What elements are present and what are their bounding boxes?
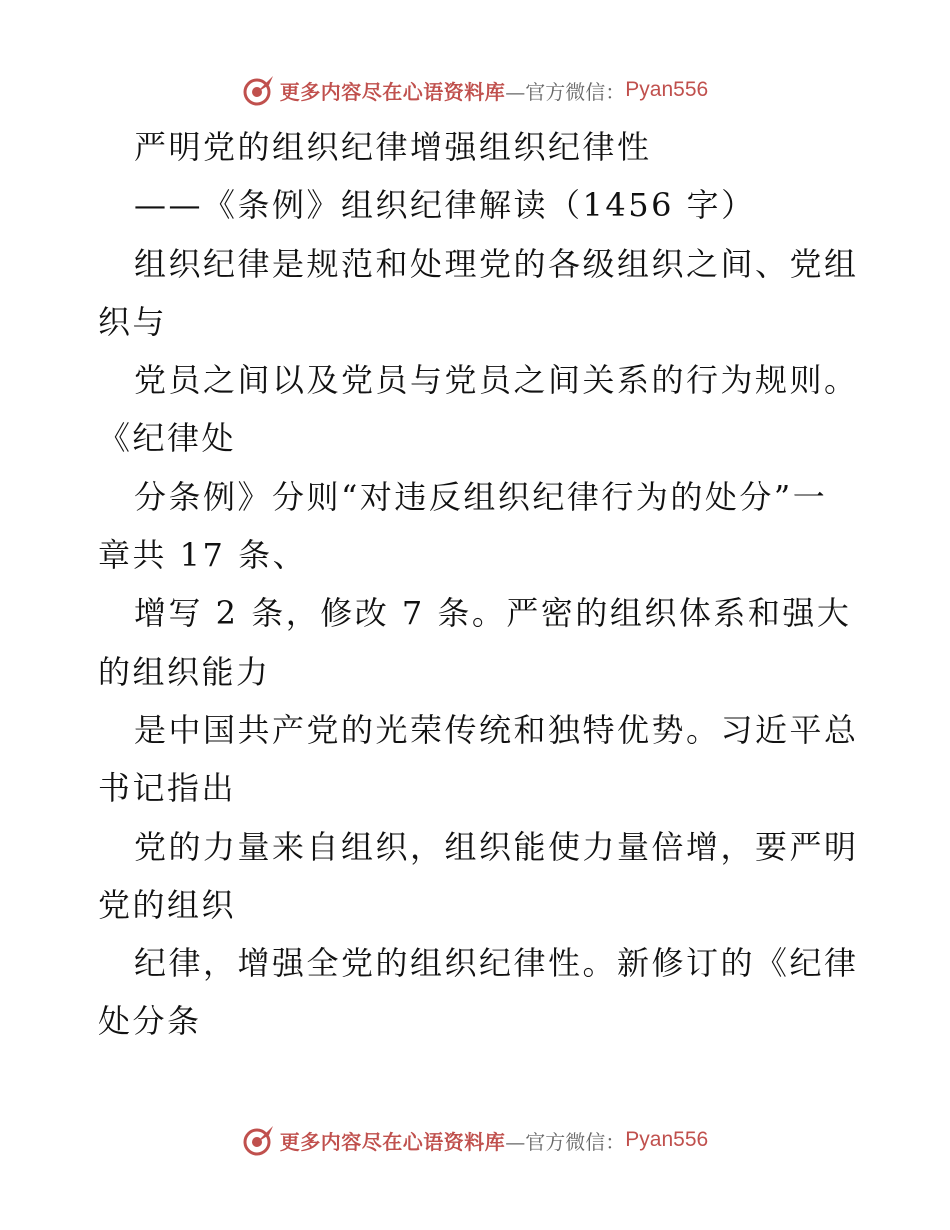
paragraph-line: 《纪律处 bbox=[98, 419, 237, 458]
footer-watermark-handle: Pyan556 bbox=[625, 1128, 709, 1151]
paragraph-line: 处分条 bbox=[98, 1002, 202, 1041]
paragraph-line: 组织纪律是规范和处理党的各级组织之间、党组 bbox=[134, 244, 859, 283]
paragraph-line: 纪律，增强全党的组织纪律性。新修订的《纪律 bbox=[134, 944, 859, 983]
paragraph-line: 书记指出 bbox=[98, 769, 237, 808]
document-body bbox=[98, 118, 859, 1051]
paragraph-line: 的组织能力 bbox=[98, 652, 271, 691]
paragraph-line: 增写 2 条，修改 7 条。严密的组织体系和强大 bbox=[134, 594, 852, 633]
header-watermark-handle: Pyan556 bbox=[625, 78, 709, 101]
quill-logo-icon bbox=[242, 73, 276, 107]
paragraph-line: 章共 17 条、 bbox=[98, 536, 308, 575]
header-watermark bbox=[0, 70, 950, 110]
paragraph-line: 分条例》分则“对违反组织纪律行为的处分”一 bbox=[134, 477, 828, 516]
paragraph-line: 党员之间以及党员与党员之间关系的行为规则。 bbox=[134, 361, 859, 400]
paragraph-line: 是中国共产党的光荣传统和独特优势。习近平总 bbox=[134, 710, 859, 749]
paragraph-line: 党的组织 bbox=[98, 885, 237, 924]
quill-logo-icon bbox=[242, 1123, 276, 1157]
document-subtitle: ——《条例》组织纪律解读（1456 字） bbox=[134, 186, 756, 225]
header-watermark-separator: —官方微信： bbox=[505, 79, 626, 104]
footer-watermark-separator: —官方微信： bbox=[505, 1129, 626, 1154]
paragraph-line: 织与 bbox=[98, 302, 168, 341]
footer-watermark-text: 更多内容尽在心语资料库 bbox=[279, 1129, 506, 1154]
header-watermark-text: 更多内容尽在心语资料库 bbox=[279, 79, 506, 104]
document-title: 严明党的组织纪律增强组织纪律性 bbox=[134, 128, 652, 166]
paragraph-line: 党的力量来自组织，组织能使力量倍增，要严明 bbox=[134, 827, 859, 866]
footer-watermark bbox=[0, 1120, 950, 1160]
